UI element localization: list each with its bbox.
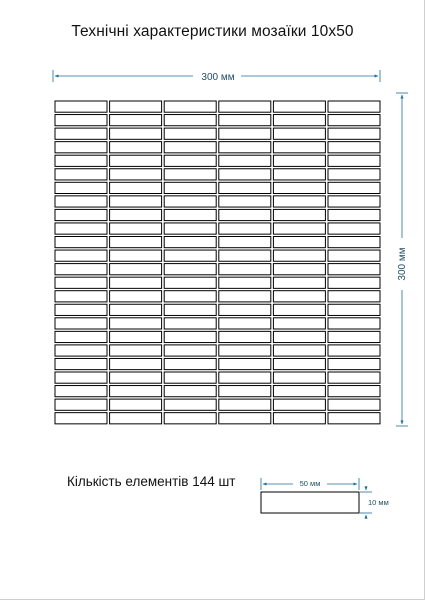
mosaic-tile xyxy=(328,372,380,383)
mosaic-tile xyxy=(328,304,380,315)
mosaic-tile xyxy=(164,182,216,193)
mosaic-tile xyxy=(164,291,216,302)
mosaic-tile xyxy=(110,291,162,302)
mosaic-tile xyxy=(55,223,107,234)
mosaic-tile xyxy=(55,291,107,302)
overall-width-dimension xyxy=(53,69,380,83)
mosaic-tile xyxy=(110,399,162,410)
mosaic-tile xyxy=(273,196,325,207)
mosaic-tile xyxy=(164,223,216,234)
mosaic-tile xyxy=(273,345,325,356)
mosaic-tile xyxy=(164,331,216,342)
mosaic-tile xyxy=(164,372,216,383)
mosaic-tile xyxy=(110,169,162,180)
width-dimension-label: 300 мм xyxy=(201,72,235,83)
mosaic-tile xyxy=(219,115,271,126)
mosaic-tile xyxy=(328,318,380,329)
mosaic-tile xyxy=(328,358,380,369)
mosaic-tile xyxy=(328,115,380,126)
single-tile-sample xyxy=(261,477,389,519)
mosaic-tile xyxy=(328,277,380,288)
mosaic-tile xyxy=(55,331,107,342)
mosaic-tile xyxy=(219,128,271,139)
mosaic-tile xyxy=(273,101,325,112)
mosaic-tile xyxy=(164,250,216,261)
mosaic-tile xyxy=(219,345,271,356)
mosaic-tile xyxy=(164,413,216,424)
mosaic-tile xyxy=(110,345,162,356)
mosaic-tile xyxy=(273,237,325,248)
mosaic-tile xyxy=(219,155,271,166)
mosaic-tile xyxy=(219,386,271,397)
mosaic-tile xyxy=(110,372,162,383)
mosaic-tile xyxy=(219,196,271,207)
mosaic-tile xyxy=(219,277,271,288)
mosaic-tile xyxy=(219,358,271,369)
mosaic-tile xyxy=(219,237,271,248)
mosaic-tile xyxy=(328,169,380,180)
mosaic-tile xyxy=(164,115,216,126)
mosaic-tile xyxy=(164,101,216,112)
mosaic-tile xyxy=(164,237,216,248)
mosaic-tile xyxy=(55,372,107,383)
mosaic-tile xyxy=(164,169,216,180)
mosaic-tile xyxy=(110,223,162,234)
mosaic-tile xyxy=(110,196,162,207)
mosaic-tile xyxy=(55,277,107,288)
mosaic-tile xyxy=(164,358,216,369)
mosaic-tile xyxy=(55,128,107,139)
mosaic-tile xyxy=(273,155,325,166)
mosaic-tile xyxy=(273,331,325,342)
mosaic-tile xyxy=(55,237,107,248)
height-dimension-label: 300 мм xyxy=(397,247,408,281)
mosaic-tile xyxy=(55,318,107,329)
mosaic-tile xyxy=(328,331,380,342)
mosaic-tile-grid xyxy=(55,101,380,424)
mosaic-tile xyxy=(110,237,162,248)
mosaic-tile xyxy=(164,304,216,315)
mosaic-tile xyxy=(273,291,325,302)
mosaic-tile xyxy=(55,413,107,424)
element-count-label: Кількість елементів 144 шт xyxy=(67,474,236,489)
mosaic-tile xyxy=(55,386,107,397)
mosaic-tile xyxy=(219,264,271,275)
mosaic-tile xyxy=(110,155,162,166)
mosaic-tile xyxy=(55,250,107,261)
mosaic-tile xyxy=(328,399,380,410)
mosaic-tile xyxy=(164,318,216,329)
mosaic-tile xyxy=(273,142,325,153)
mosaic-tile xyxy=(273,250,325,261)
mosaic-tile xyxy=(219,182,271,193)
mosaic-tile xyxy=(273,223,325,234)
single-tile xyxy=(261,492,359,513)
mosaic-tile xyxy=(219,169,271,180)
mosaic-tile xyxy=(164,264,216,275)
mosaic-tile xyxy=(273,399,325,410)
mosaic-tile xyxy=(55,345,107,356)
mosaic-tile xyxy=(110,277,162,288)
mosaic-tile xyxy=(164,345,216,356)
mosaic-tile xyxy=(273,209,325,220)
mosaic-tile xyxy=(110,250,162,261)
mosaic-tile xyxy=(273,304,325,315)
mosaic-tile xyxy=(273,128,325,139)
mosaic-tile xyxy=(164,386,216,397)
mosaic-tile xyxy=(55,155,107,166)
mosaic-tile xyxy=(328,345,380,356)
mosaic-tile xyxy=(110,264,162,275)
mosaic-tile xyxy=(110,115,162,126)
mosaic-tile xyxy=(110,304,162,315)
mosaic-tile xyxy=(219,399,271,410)
overall-height-dimension xyxy=(395,93,409,426)
mosaic-tile xyxy=(164,142,216,153)
mosaic-tile xyxy=(164,155,216,166)
mosaic-tile xyxy=(219,142,271,153)
mosaic-tile xyxy=(110,318,162,329)
mosaic-tile xyxy=(55,264,107,275)
mosaic-tile xyxy=(328,237,380,248)
mosaic-tile xyxy=(55,115,107,126)
mosaic-tile xyxy=(55,196,107,207)
mosaic-tile xyxy=(273,264,325,275)
mosaic-tile xyxy=(55,142,107,153)
mosaic-tile xyxy=(55,182,107,193)
mosaic-tile xyxy=(55,101,107,112)
mosaic-tile xyxy=(110,128,162,139)
mosaic-tile xyxy=(55,209,107,220)
mosaic-tile xyxy=(219,413,271,424)
mosaic-tile xyxy=(328,223,380,234)
mosaic-tile xyxy=(164,209,216,220)
mosaic-tile xyxy=(273,169,325,180)
mosaic-tile xyxy=(328,413,380,424)
mosaic-tile xyxy=(328,101,380,112)
mosaic-tile xyxy=(273,372,325,383)
mosaic-tile xyxy=(328,209,380,220)
mosaic-tile xyxy=(164,196,216,207)
mosaic-tile xyxy=(110,209,162,220)
mosaic-tile xyxy=(273,277,325,288)
mosaic-tile xyxy=(110,358,162,369)
mosaic-tile xyxy=(55,169,107,180)
mosaic-tile xyxy=(328,250,380,261)
mosaic-tile xyxy=(328,386,380,397)
mosaic-tile xyxy=(328,264,380,275)
tile-height-label: 10 мм xyxy=(368,498,389,507)
mosaic-tile xyxy=(273,386,325,397)
mosaic-tile xyxy=(273,182,325,193)
mosaic-tile xyxy=(328,142,380,153)
mosaic-tile xyxy=(273,318,325,329)
mosaic-tile xyxy=(55,304,107,315)
mosaic-tile xyxy=(110,413,162,424)
mosaic-tile xyxy=(164,128,216,139)
mosaic-tile xyxy=(328,155,380,166)
mosaic-tile xyxy=(219,209,271,220)
page-title: Технічні характеристики мозаїки 10х50 xyxy=(71,23,354,40)
mosaic-tile xyxy=(219,223,271,234)
mosaic-tile xyxy=(219,372,271,383)
mosaic-tile xyxy=(110,331,162,342)
mosaic-tile xyxy=(273,115,325,126)
mosaic-tile xyxy=(110,182,162,193)
mosaic-tile xyxy=(328,291,380,302)
mosaic-tile xyxy=(55,358,107,369)
mosaic-tile xyxy=(55,399,107,410)
mosaic-tile xyxy=(219,291,271,302)
mosaic-tile xyxy=(328,128,380,139)
mosaic-tile xyxy=(110,142,162,153)
mosaic-tile xyxy=(273,413,325,424)
mosaic-tile xyxy=(219,318,271,329)
mosaic-tile xyxy=(328,182,380,193)
mosaic-tile xyxy=(273,358,325,369)
tile-width-label: 50 мм xyxy=(299,479,321,488)
mosaic-tile xyxy=(328,196,380,207)
mosaic-tile xyxy=(110,101,162,112)
mosaic-tile xyxy=(219,101,271,112)
mosaic-tile xyxy=(219,331,271,342)
mosaic-tile xyxy=(219,304,271,315)
mosaic-tile xyxy=(110,386,162,397)
mosaic-tile xyxy=(164,399,216,410)
mosaic-tile xyxy=(219,250,271,261)
mosaic-tile xyxy=(164,277,216,288)
